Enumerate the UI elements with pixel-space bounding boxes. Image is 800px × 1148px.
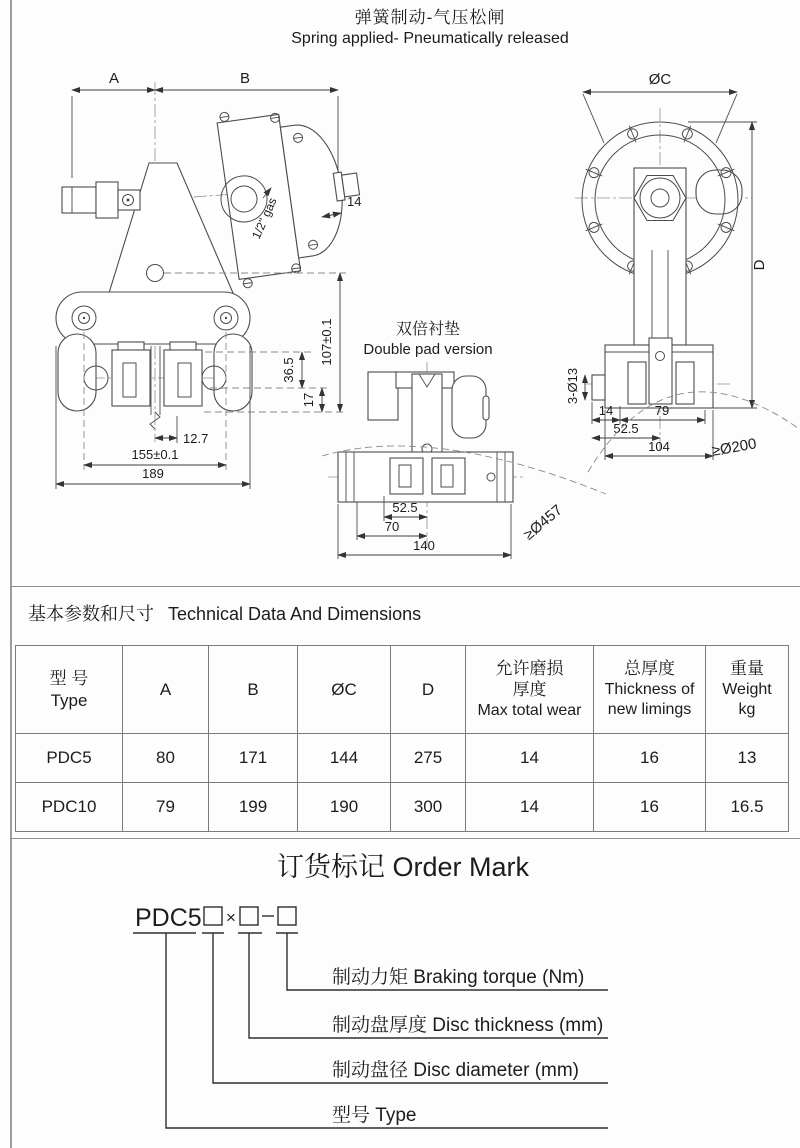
dim-a-label: A xyxy=(108,70,120,87)
dim-s14-label: 14 xyxy=(598,403,614,418)
order-label-disc-thickness: 制动盘厚度 Disc thickness (mm) xyxy=(332,1015,604,1036)
gas-port-label: 1/2" gas xyxy=(249,195,280,242)
cell-oc: 144 xyxy=(298,734,391,783)
dim-104-label: 104 xyxy=(648,439,670,454)
order-code-box-2 xyxy=(240,907,258,925)
order-mark-title: 订货标记 Order Mark xyxy=(276,852,530,882)
pneumatic-cylinder xyxy=(209,95,370,289)
col-new-lining: 总厚度 Thickness of new limings xyxy=(594,646,706,734)
col-max-wear: 允许磨损 厚度 Max total wear xyxy=(466,646,594,734)
table-heading-en: Technical Data And Dimensions xyxy=(168,604,422,624)
dim-d-label: D xyxy=(751,259,768,271)
page-title-en: Spring applied- Pneumatically released xyxy=(291,30,569,48)
col-b: B xyxy=(209,646,298,734)
order-code-box-3 xyxy=(278,907,296,925)
dim-disc457-label: ≥Ø457 xyxy=(520,501,566,544)
cell-type: PDC10 xyxy=(16,783,123,832)
spec-table xyxy=(15,645,789,832)
cell-b: 199 xyxy=(209,783,298,832)
cell-lining: 16 xyxy=(594,734,706,783)
cell-wear: 14 xyxy=(466,734,594,783)
cell-lining: 16 xyxy=(594,783,706,832)
cell-wear: 14 xyxy=(466,783,594,832)
col-a: A xyxy=(123,646,209,734)
page-title-zh: 弹簧制动-气压松闸 xyxy=(354,8,506,27)
order-code-times: × xyxy=(226,908,236,927)
brake-pad-right xyxy=(164,350,202,406)
dim-79-label: 79 xyxy=(654,403,670,418)
cell-type: PDC5 xyxy=(16,734,123,783)
cell-weight: 13 xyxy=(706,734,789,783)
double-pad-title-en: Double pad version xyxy=(363,341,493,358)
table-heading-zh: 基本参数和尺寸 xyxy=(28,604,154,624)
dim-disc200-label: ≥Ø200 xyxy=(710,435,758,460)
cell-d: 275 xyxy=(391,734,466,783)
double-pad-drawing xyxy=(322,320,606,559)
section-divider-bottom xyxy=(10,838,800,839)
cell-weight: 16.5 xyxy=(706,783,789,832)
dim-107-label: 107±0.1 xyxy=(319,318,334,366)
brake-pad-left xyxy=(112,350,150,406)
order-label-braking-torque: 制动力矩 Braking torque (Nm) xyxy=(332,967,585,988)
dim-17-label: 17 xyxy=(301,392,316,408)
order-code-box-1 xyxy=(204,907,222,925)
double-pad-title-zh: 双倍衬垫 xyxy=(395,321,461,338)
dim-14-label: 14 xyxy=(347,194,362,209)
table-row-pdc10 xyxy=(16,783,789,832)
col-d: D xyxy=(391,646,466,734)
table-row-pdc5 xyxy=(16,734,789,783)
main-view-drawing xyxy=(56,70,370,489)
dim-365-label: 36.5 xyxy=(281,357,296,383)
table-section-heading xyxy=(28,600,421,626)
cell-b: 171 xyxy=(209,734,298,783)
col-type: 型 号 Type xyxy=(16,646,123,734)
dim-c-label: ØC xyxy=(648,71,672,88)
cell-d: 300 xyxy=(391,783,466,832)
dim-70-label: 70 xyxy=(384,519,400,534)
dim-b-label: B xyxy=(239,70,251,87)
dim-525-label: 52.5 xyxy=(392,500,418,515)
cell-a: 79 xyxy=(123,783,209,832)
cell-a: 80 xyxy=(123,734,209,783)
col-weight: 重量 Weight kg xyxy=(706,646,789,734)
section-divider-top xyxy=(10,586,800,587)
order-label-type: 型号 Type xyxy=(332,1105,417,1126)
dim-189-label: 189 xyxy=(142,466,164,481)
dim-140-label: 140 xyxy=(413,538,435,553)
side-view-drawing xyxy=(565,71,798,472)
dim-holes-label: 3-Ø13 xyxy=(565,367,580,405)
dim-127-label: 12.7 xyxy=(183,431,209,446)
col-oc: ØC xyxy=(298,646,391,734)
dim-s525-label: 52.5 xyxy=(613,421,639,436)
spec-table-header-row xyxy=(16,646,789,734)
order-code-prefix: PDC5 xyxy=(135,904,202,932)
order-label-disc-diameter: 制动盘径 Disc diameter (mm) xyxy=(332,1060,580,1081)
order-mark-diagram xyxy=(0,840,800,1148)
cell-oc: 190 xyxy=(298,783,391,832)
dim-155-label: 155±0.1 xyxy=(131,447,179,462)
lever-arm xyxy=(109,163,233,293)
